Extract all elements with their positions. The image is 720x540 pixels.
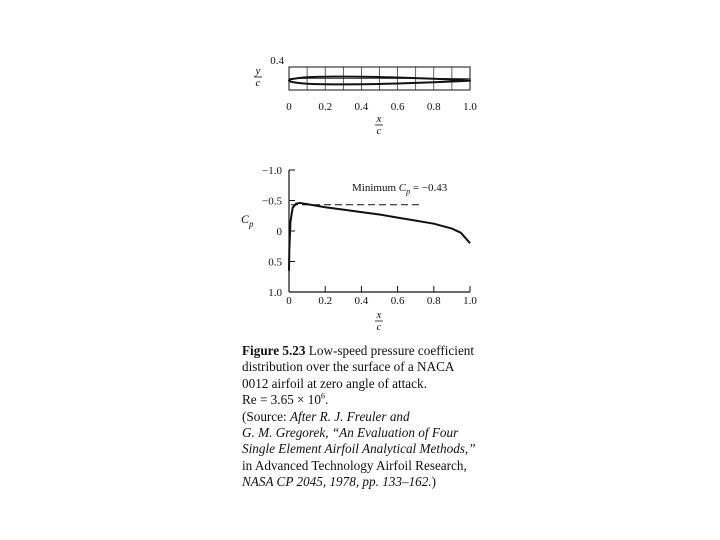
caption-citation-end: )	[431, 474, 437, 490]
caption-reynolds-exponent: 6	[320, 391, 325, 401]
cp-x-axis-label-denominator: c	[376, 321, 382, 333]
caption-line-3: 0012 airfoil at zero angle of attack.	[242, 375, 427, 391]
cp-x-tick-label: 0.8	[426, 295, 441, 307]
cp-minimum-annotation: Minimum $C_p = -0.43$	[352, 182, 448, 196]
caption-line-8: in Advanced Technology Airfoil Research,	[242, 457, 467, 473]
cp-y-tick-label: −1.0	[262, 165, 282, 177]
cp-y-axis-label: $C_p$	[241, 212, 254, 229]
airfoil-x-axis-label-numerator: x	[376, 113, 382, 125]
airfoil-y-tick-label: 0.4	[270, 55, 284, 67]
cp-y-tick-label: 0	[276, 226, 282, 238]
airfoil-x-tick-label: 0.6	[390, 101, 405, 113]
caption-reynolds-end: .	[324, 392, 329, 408]
caption-reynolds: Re = 3.65 × 10	[242, 392, 321, 408]
cp-x-tick-label: 0.4	[354, 295, 369, 307]
cp-y-tick-label: 0.5	[268, 256, 282, 269]
cp-x-axis-label-numerator: x	[376, 309, 382, 321]
cp-curve-line	[289, 203, 470, 271]
airfoil-x-tick-label: 0.4	[354, 101, 369, 113]
caption-line-6: G. M. Gregorek, “An Evaluation of Four	[242, 425, 459, 441]
airfoil-x-tick-label: 0	[286, 101, 292, 113]
airfoil-y-axis-label-denominator: c	[255, 77, 261, 89]
caption-line-2: distribution over the surface of a NACA	[242, 359, 455, 375]
airfoil-x-tick-label: 0.8	[426, 101, 441, 113]
airfoil-x-tick-label: 0.2	[318, 101, 333, 113]
caption-line-7: Single Element Airfoil Analytical Methods,”	[242, 441, 476, 457]
cp-y-tick-label: 1.0	[268, 287, 282, 299]
airfoil-x-tick-label: 1.0	[463, 101, 477, 113]
caption-source-prefix: (Source:	[242, 408, 290, 424]
caption-figure-label: Figure 5.23	[242, 343, 306, 358]
cp-x-tick-label: 1.0	[463, 295, 477, 307]
caption-source-authors: After R. J. Freuler and	[289, 408, 410, 424]
figure-caption	[242, 343, 512, 491]
caption-citation: NASA CP 2045, 1978, pp. 133–162.	[242, 474, 432, 490]
airfoil-y-axis-label-numerator: y	[255, 65, 261, 77]
cp-x-tick-label: 0	[286, 295, 292, 307]
cp-x-tick-label: 0.2	[318, 295, 333, 307]
cp-y-tick-label: −0.5	[262, 195, 282, 208]
cp-x-tick-label: 0.6	[390, 295, 405, 307]
airfoil-x-axis-label-denominator: c	[376, 125, 382, 137]
caption-line-1: Low-speed pressure coefficient	[308, 343, 475, 358]
